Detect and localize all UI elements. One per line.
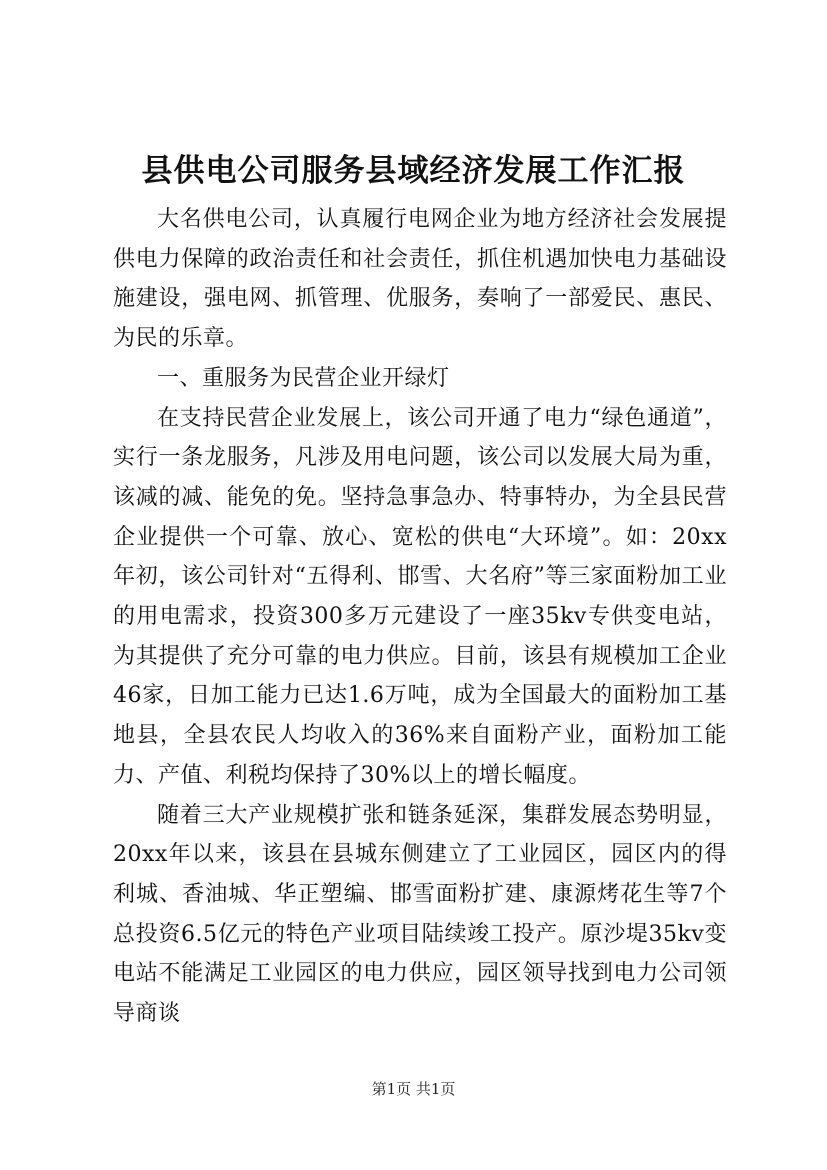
document-body [113, 200, 727, 1034]
paragraph-green-channel: 在支持民营企业发展上，该公司开通了电力“绿色通道”，实行一条龙服务，凡涉及用电问题，该公司以发展大局为重，该减的减、能免的免。坚持急事急办、特事特办，为全县民营企业提供一个可靠、放心、宽松的供电“大环境”。如：20xx年初，该公司针对“五得利、邯雪、大名府”等三家面粉加工业的用电需求，投资300多万元建设了一座35kv专供变电站，为其提供了充分可靠的电力供应。目前，该县有规模加工企业46家，日加工能力已达1.6万吨，成为全国最大的面粉加工基地县，全县农民人均收入的36%来自面粉产业，面粉加工能力、产值、利税均保持了30%以上的增长幅度。 [113, 405, 727, 788]
section-heading: 一、重服务为民营企业开绿灯 [157, 365, 450, 391]
page-footer: 第1页 共1页 [371, 1080, 456, 1098]
document-title: 县供电公司服务县域经济发展工作汇报 [141, 153, 686, 189]
paragraph-intro: 大名供电公司，认真履行电网企业为地方经济社会发展提供电力保障的政治责任和社会责任，抓住机遇加快电力基础设施建设，强电网、抓管理、优服务，奏响了一部爱民、惠民、为民的乐章。 [113, 207, 727, 352]
paragraph-industrial-park: 随着三大产业规模扩张和链条延深，集群发展态势明显，20xx年以来，该县在县城东侧建立了工业园区，园区内的得利城、香油城、华正塑编、邯雪面粉扩建、康源烤花生等7个总投资6.5亿元的特色产业项目陆续竣工投产。原沙堤35kv变电站不能满足工业园区的电力供应，园区领导找到电力公司领导商谈 [113, 802, 727, 1027]
